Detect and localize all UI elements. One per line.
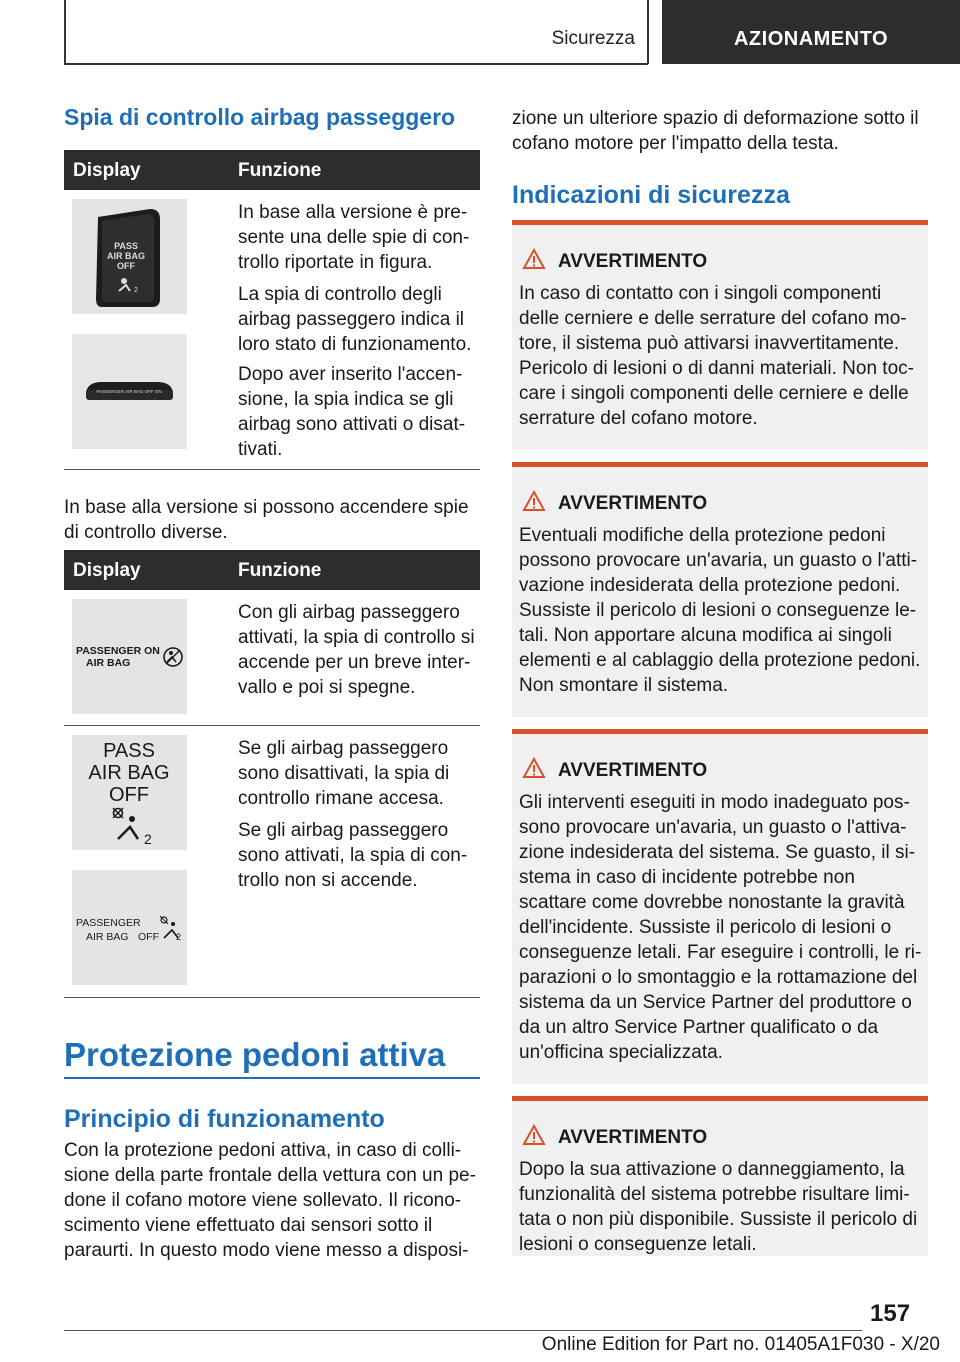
warning-triangle-icon [522, 1124, 546, 1146]
svg-text:PASS: PASS [114, 241, 138, 251]
table1-col-function: Funzione [238, 160, 322, 181]
warning-1-text: In caso di contatto con i singoli componenti delle cerniere e delle serrature del cofano mo-tore, il sistema può attivarsi inavvertitamente. Pericolo di lesioni o di danni materiali. Non toc-care i singoli componenti delle cerniere e delle serrature del cofano motore. [519, 283, 914, 429]
svg-text:AIR BAG: AIR BAG [107, 251, 145, 261]
svg-text:2: 2 [176, 932, 182, 942]
footer-rule [64, 1330, 862, 1331]
table2-row-separator [64, 725, 480, 726]
warning-triangle-icon [522, 490, 546, 512]
svg-text:AIR BAG: AIR BAG [86, 657, 131, 669]
pass-airbag-off-large-image [72, 735, 187, 850]
subtitle-operating-principle: Principio di funzionamento [64, 1105, 385, 1133]
table2-header [64, 550, 480, 590]
warning-3-text: Gli interventi eseguiti in modo inadeguato pos-sono provocare un'avaria, un guasto o l'attiva-zione indesiderata del sistema. Se guasto, il si-stema in caso di incidente potrebbe non scattare come dovrebbe nonostante la gravità dell'incidente. Sussiste il pericolo di lesioni o conseguenze letali. Far eseguire i controlli, le ri-parazioni o lo smontaggio e la rottamazione del sistema da un Service Partner del produttore o da un altro Service Partner qualificato o da un'officina specializzata. [519, 792, 922, 1063]
warning-2-title: AVVERTIMENTO [558, 493, 708, 514]
warning-2-text: Eventuali modifiche della protezione pedoni possono provocare un'avaria, un guasto o l'atti-vazione indesiderata della protezione pedoni. Sussiste il pericolo di lesioni o conseguenze le-tali. Non apportare alcuna modifica ai singoli elementi e al cablaggio della protezione pedoni. Non smontare il sistema. [519, 525, 921, 696]
passenger-airbag-off-small-image [72, 870, 187, 985]
pedestrian-title-underline [64, 1077, 480, 1079]
table2-col-display: Display [73, 560, 141, 581]
table1-paragraph-3: Dopo aver inserito l'accen-sione, la spia indica se gli airbag sono attivati o disat-tivati. [238, 364, 466, 460]
warning-triangle-icon [522, 248, 546, 270]
principle-text: Con la protezione pedoni attiva, in caso di colli-sione della parte frontale della vettura con un pe-done il cofano motore viene sollevato. Il ricono-scimento viene effettuato dai sensori sotto il paraurti. In questo modo viene messo a disposi- [64, 1140, 476, 1261]
airbag-bar-icon [72, 334, 187, 449]
footer-edition: Online Edition for Part no. 01405A1F030 - X/20 [541, 1334, 940, 1355]
table2-col-function: Funzione [238, 560, 322, 581]
svg-text:PASS: PASS [103, 740, 155, 762]
intro-different-lights: In base alla versione si possono accendere spie di controllo diverse. [64, 497, 469, 543]
svg-text:OFF: OFF [138, 931, 159, 943]
table1-paragraph-1: In base alla versione è pre-sente una delle spie di con-trollo riportate in figura. [238, 202, 470, 273]
warning-4-title: AVVERTIMENTO [558, 1127, 708, 1148]
warning-box-4 [512, 1096, 928, 1256]
table1-header [64, 150, 480, 190]
table1-col-display: Display [73, 160, 141, 181]
warning-triangle-icon [522, 757, 546, 779]
passenger-airbag-off-small-icon [72, 870, 187, 985]
svg-text:2: 2 [134, 287, 138, 294]
table1-bottom-rule [64, 469, 480, 470]
warning-box-3 [512, 729, 928, 1084]
warning-1-title: AVVERTIMENTO [558, 251, 708, 272]
table2-row1-text: Con gli airbag passeggero attivati, la spia di controllo si accende per un breve inter-vallo e poi si spegne. [238, 602, 475, 698]
table2-row2-text2: Se gli airbag passeggero sono attivati, la spia di con-trollo non si accende. [238, 820, 468, 891]
warning-box-2 [512, 462, 928, 717]
airbag-off-indicator-image [72, 199, 187, 314]
svg-text:PASSENGER AIR BAG OFF ON: PASSENGER AIR BAG OFF ON [96, 389, 162, 394]
svg-text:2: 2 [144, 831, 152, 847]
continued-text: zione un ulteriore spazio di deformazione sotto il cofano motore per l'impatto della testa. [512, 108, 919, 154]
table1-paragraph-2: La spia di controllo degli airbag passeggero indica il loro stato di funzionamento. [238, 284, 472, 355]
header-left-rule [64, 0, 66, 64]
pass-airbag-off-icon [72, 199, 187, 314]
header-chapter-tab[interactable]: AZIONAMENTO [662, 0, 960, 64]
passenger-on-indicator-image [72, 599, 187, 714]
warning-4-text: Dopo la sua attivazione o danneggiamento, la funzionalità del sistema potrebbe risultare limi-tata o non più disponibile. Sussiste il pericolo di lesioni o conseguenze letali. [519, 1159, 918, 1255]
header-section: Sicurezza [551, 28, 635, 49]
svg-text:OFF: OFF [117, 261, 135, 271]
svg-text:OFF: OFF [109, 784, 149, 806]
svg-text:PASSENGER: PASSENGER [76, 917, 141, 929]
title-airbag-warning-light: Spia di controllo airbag passeggero [64, 104, 456, 130]
header-right-rule [647, 0, 649, 64]
title-safety-notes: Indicazioni di sicurezza [512, 181, 790, 209]
warning-3-title: AVVERTIMENTO [558, 760, 708, 781]
warning-box-1 [512, 220, 928, 450]
passenger-airbag-on-icon [72, 599, 187, 714]
svg-text:PASSENGER ON: PASSENGER ON [76, 645, 160, 657]
pass-airbag-off-large-icon [72, 735, 187, 850]
page-number: 157 [870, 1300, 911, 1327]
svg-text:AIR BAG: AIR BAG [86, 931, 129, 943]
table2-row2-text1: Se gli airbag passeggero sono disattivati, la spia di controllo rimane accesa. [238, 738, 450, 809]
title-active-pedestrian-protection: Protezione pedoni attiva [64, 1036, 446, 1073]
table2-bottom-rule [64, 997, 480, 998]
svg-text:AIR BAG: AIR BAG [88, 762, 170, 784]
airbag-bar-indicator-image [72, 334, 187, 449]
header-bottom-rule [64, 63, 648, 65]
